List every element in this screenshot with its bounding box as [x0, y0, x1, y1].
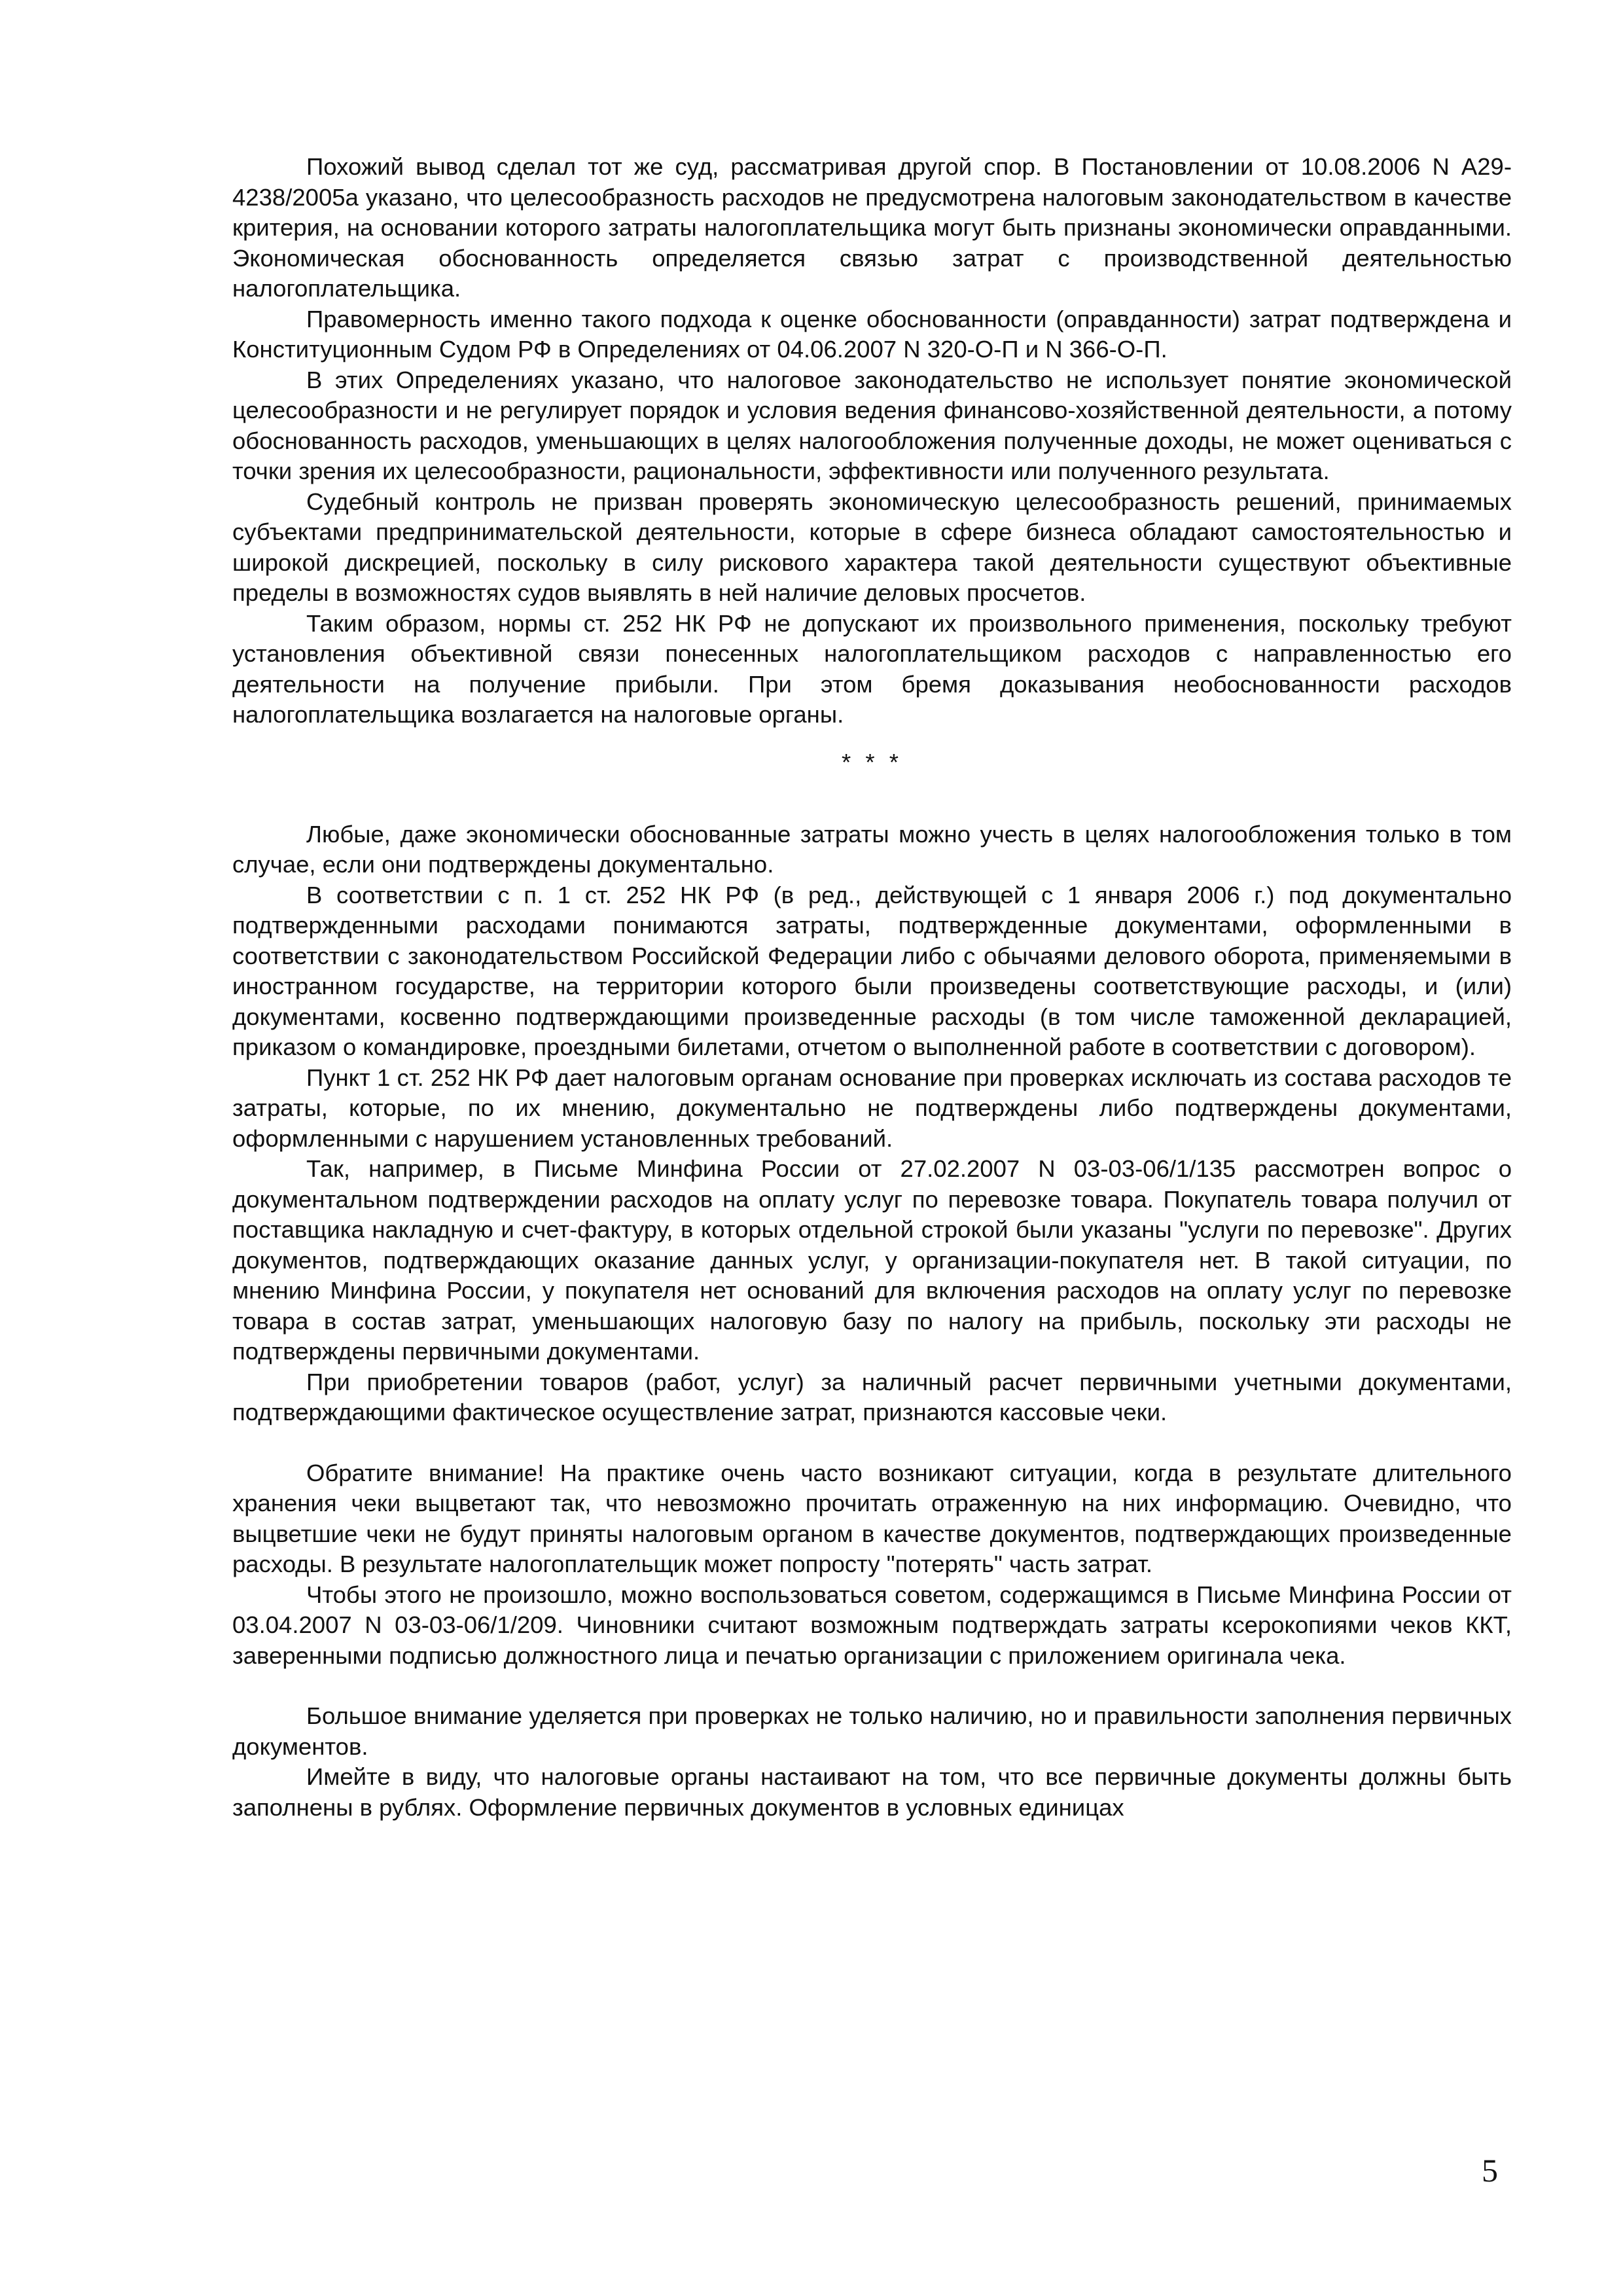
paragraph: Имейте в виду, что налоговые органы настаивают на том, что все первичные документы должны быть заполнены в рублях. Оформление первичных документов в условных единицах: [232, 1763, 1512, 1821]
paragraph: Любые, даже экономически обоснованные затраты можно учесть в целях налогообложения только в том случае, если они подтверждены документально.: [232, 820, 1512, 878]
paragraph: Похожий вывод сделал тот же суд, рассматривая другой спор. В Постановлении от 10.08.2006 N А29-4238/2005а указано, что целесообразность расходов не предусмотрена налоговым законодательством в качестве критерия, на основании которого затраты налогоплательщика могут быть признаны экономически оправданными. Экономическая обоснованность определяется связью затрат с производственной деятельностью налогоплательщика.: [232, 153, 1512, 302]
paragraph: Большое внимание уделяется при проверках не только наличию, но и правильности заполнения первичных документов.: [232, 1702, 1512, 1760]
paragraph: Чтобы этого не произошло, можно воспользоваться советом, содержащимся в Письме Минфина России от 03.04.2007 N 03-03-06/1/209. Чиновники считают возможным подтверждать затраты ксерокопиями чеков ККТ, заверенными подписью должностного лица и печатью организации с приложением оригинала чека.: [232, 1581, 1512, 1669]
paragraph: При приобретении товаров (работ, услуг) за наличный расчет первичными учетными документами, подтверждающими фактическое осуществление затрат, признаются кассовые чеки.: [232, 1368, 1512, 1426]
section-separator: * * *: [842, 748, 902, 776]
paragraph: Таким образом, нормы ст. 252 НК РФ не допускают их произвольного применения, поскольку требуют установления объективной связи понесенных налогоплательщиком расходов с направленностью его деятельности на получение прибыли. При этом бремя доказывания необоснованности расходов налогоплательщика возлагается на налоговые органы.: [232, 609, 1512, 728]
spacer: [232, 1428, 1512, 1458]
spacer: [232, 730, 1512, 747]
paragraph: Пункт 1 ст. 252 НК РФ дает налоговым органам основание при проверках исключать из состава расходов те затраты, которые, по их мнению, документально не подтверждены либо подтверждены документами, оформленными с нарушением установленных требований.: [232, 1064, 1512, 1152]
body-text: [232, 152, 1512, 1823]
spacer: [232, 778, 1512, 819]
spacer: [232, 1671, 1512, 1701]
paragraph: В этих Определениях указано, что налоговое законодательство не использует понятие экономической целесообразности и не регулирует порядок и условия ведения финансово-хозяйственной деятельности, а потому обоснованность расходов, уменьшающих в целях налогообложения полученные доходы, не может оцениваться с точки зрения их целесообразности, рациональности, эффективности или полученного результата.: [232, 366, 1512, 484]
paragraph: Обратите внимание! На практике очень часто возникают ситуации, когда в результате длительного хранения чеки выцветают так, что невозможно прочитать отраженную на них информацию. Очевидно, что выцветшие чеки не будут приняты налоговым органом в качестве документов, подтверждающих произведенные расходы. В результате налогоплательщик может попросту "потерять" часть затрат.: [232, 1459, 1512, 1577]
paragraph: Так, например, в Письме Минфина России от 27.02.2007 N 03-03-06/1/135 рассмотрен вопрос о документальном подтверждении расходов на оплату услуг по перевозке товара. Покупатель товара получил от поставщика накладную и счет-фактуру, в которых отдельной строкой были указаны "услуги по перевозке". Других документов, подтверждающих оказание данных услуг, у организации-покупателя нет. В такой ситуации, по мнению Минфина России, у покупателя нет оснований для включения расходов на оплату услуг по перевозке товара в состав затрат, уменьшающих налоговую базу по налогу на прибыль, поскольку эти расходы не подтверждены первичными документами.: [232, 1155, 1512, 1365]
paragraph: Правомерность именно такого подхода к оценке обоснованности (оправданности) затрат подтверждена и Конституционным Судом РФ в Определениях от 04.06.2007 N 320-О-П и N 366-О-П.: [232, 305, 1512, 363]
paragraph: В соответствии с п. 1 ст. 252 НК РФ (в ред., действующей с 1 января 2006 г.) под документально подтвержденными расходами понимаются затраты, подтвержденные документами, оформленными в соответствии с законодательством Российской Федерации либо с обычаями делового оборота, применяемыми в иностранном государстве, на территории которого были произведены соответствующие расходы, и (или) документами, косвенно подтверждающими произведенные расходы (в том числе таможенной декларацией, приказом о командировке, проездными билетами, отчетом о выполненной работе в соответствии с договором).: [232, 881, 1512, 1060]
paragraph: Судебный контроль не призван проверять экономическую целесообразность решений, принимаемых субъектами предпринимательской деятельности, которые в сфере бизнеса обладают самостоятельностью и широкой дискрецией, поскольку в силу рискового характера такой деятельности существуют объективные пределы в возможностях судов выявлять в ней наличие деловых просчетов.: [232, 488, 1512, 606]
page-number: 5: [1482, 2152, 1498, 2189]
